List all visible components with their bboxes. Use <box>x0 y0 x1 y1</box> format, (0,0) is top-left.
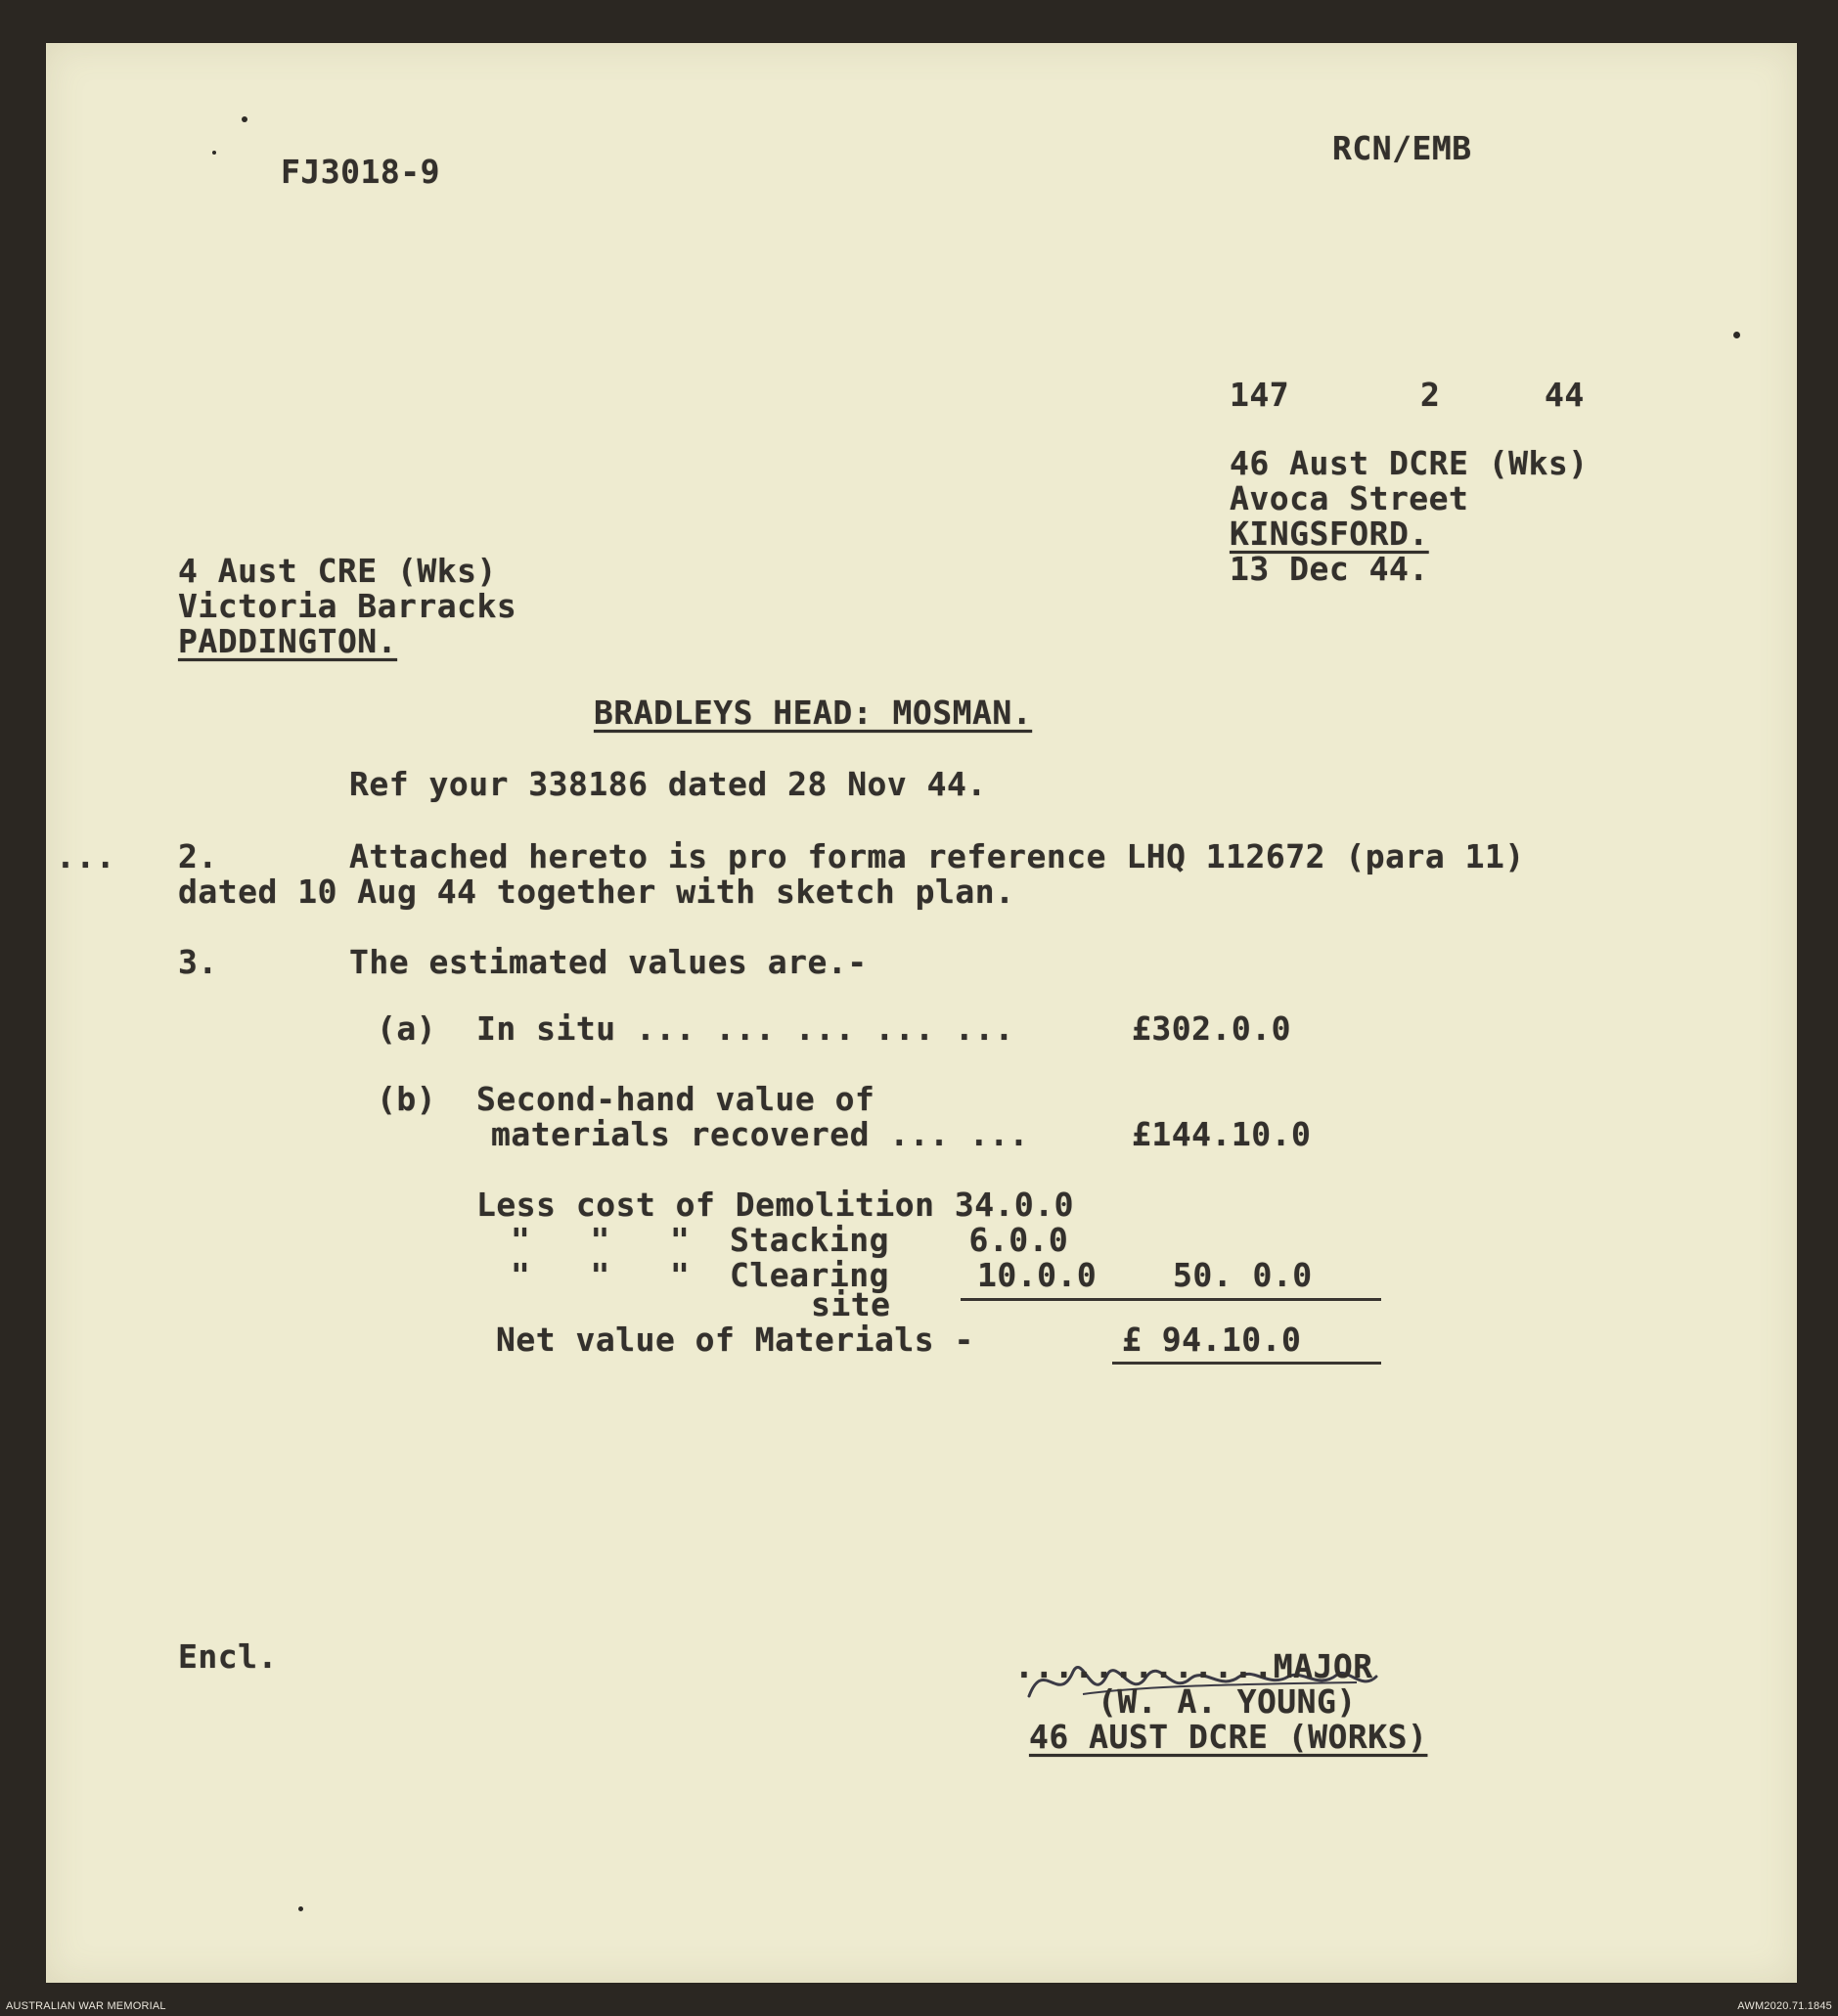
less-cost-demolition: Less cost of Demolition 34.0.0 <box>476 1186 1075 1224</box>
sender-line-1: 46 Aust DCRE (Wks) <box>1230 444 1589 482</box>
footer-left: AUSTRALIAN WAR MEMORIAL <box>6 2000 166 2012</box>
net-value-label: Net value of Materials - <box>496 1321 974 1359</box>
document-page <box>46 43 1797 1983</box>
paper-speck <box>298 1906 303 1911</box>
paragraph-1: Ref your 338186 dated 28 Nov 44. <box>349 765 987 803</box>
less-cost-clearing: " " " Clearing <box>511 1256 889 1294</box>
enclosure-note: Encl. <box>178 1637 278 1676</box>
net-value-amount: £ 94.10.0 <box>1122 1321 1302 1359</box>
item-a-text: In situ ... ... ... ... ... <box>476 1009 1014 1048</box>
item-a-label: (a) <box>377 1009 437 1048</box>
signatory-name: (W. A. YOUNG) <box>1098 1682 1357 1721</box>
item-b-label: (b) <box>377 1080 437 1118</box>
subject-heading: BRADLEYS HEAD: MOSMAN. <box>594 694 1033 732</box>
paragraph-3-text: The estimated values are.- <box>349 943 868 981</box>
less-cost-stacking: " " " Stacking 6.0.0 <box>511 1221 1069 1259</box>
paragraph-2-line-1: Attached hereto is pro forma reference LHQ 112672 (para 11) <box>349 837 1525 875</box>
paper-speck <box>212 151 216 155</box>
paper-speck <box>242 116 247 122</box>
subtotal-rule <box>961 1298 1381 1301</box>
item-b-line-2: materials recovered ... ... <box>491 1115 1029 1153</box>
less-cost-site: site <box>811 1285 891 1323</box>
signature-line: .............MAJOR <box>1014 1647 1373 1685</box>
paper-speck <box>1733 332 1740 338</box>
item-a-value: £302.0.0 <box>1132 1009 1291 1048</box>
total-rule <box>1112 1362 1381 1365</box>
recipient-line-1: 4 Aust CRE (Wks) <box>178 552 497 590</box>
file-reference: FJ3018-9 <box>281 153 440 191</box>
paragraph-3-number: 3. <box>178 943 218 981</box>
sender-line-3: KINGSFORD. <box>1230 515 1429 553</box>
typist-initials: RCN/EMB <box>1332 129 1472 167</box>
item-b-line-1: Second-hand value of <box>476 1080 875 1118</box>
less-cost-clearing-amount: 10.0.0 <box>977 1256 1098 1294</box>
item-b-value: £144.10.0 <box>1132 1115 1312 1153</box>
footer-right: AWM2020.71.1845 <box>1737 2000 1832 2012</box>
number-line-3: 44 <box>1545 376 1585 414</box>
paragraph-2-line-2: dated 10 Aug 44 together with sketch plan. <box>178 873 1015 911</box>
number-line-2: 2 <box>1420 376 1441 414</box>
letter-date: 13 Dec 44. <box>1230 550 1429 588</box>
number-line-1: 147 <box>1230 376 1290 414</box>
margin-mark: ... <box>56 837 116 875</box>
paragraph-2-number: 2. <box>178 837 218 875</box>
less-cost-total: 50. 0.0 <box>1173 1256 1313 1294</box>
signatory-unit: 46 AUST DCRE (WORKS) <box>1029 1718 1428 1756</box>
recipient-line-3: PADDINGTON. <box>178 622 398 660</box>
sender-line-2: Avoca Street <box>1230 479 1469 517</box>
recipient-line-2: Victoria Barracks <box>178 587 517 625</box>
